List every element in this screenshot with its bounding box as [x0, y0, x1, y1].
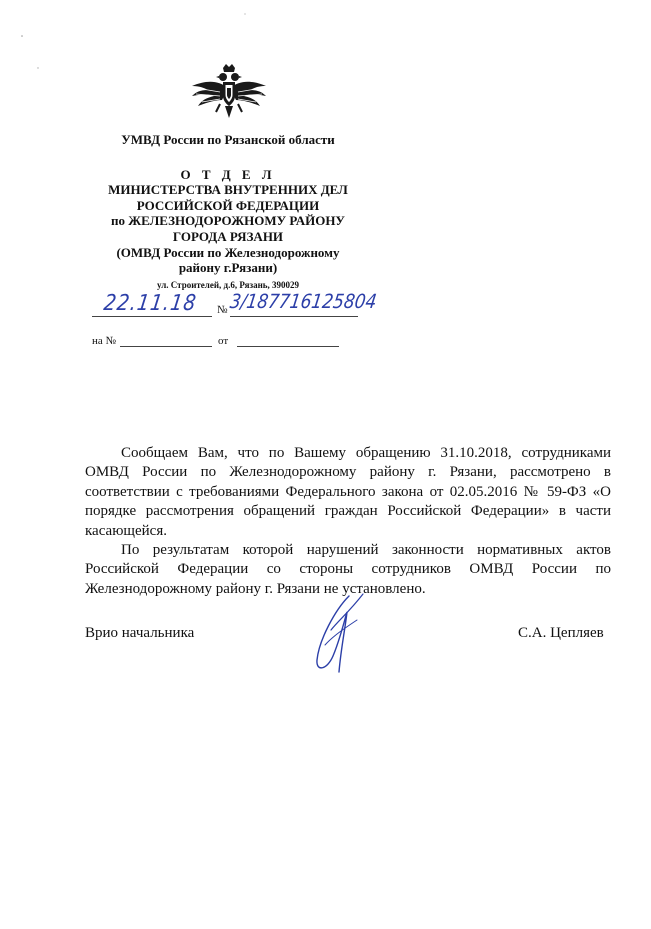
department-address: ул. Строителей, д.6, Рязань, 390029: [156, 279, 300, 290]
signature-icon: [305, 590, 375, 676]
handwritten-date: 22.11.18: [102, 290, 199, 316]
department-line-2: РОССИЙСКОЙ ФЕДЕРАЦИИ: [136, 197, 320, 213]
letter-body: [85, 444, 611, 599]
body-paragraph-2: По результатам которой нарушений законности нормативных актов Российской Федерации со стороны сотрудников ОМВД России по Железнодорожному району г. Рязани не установлено.: [85, 542, 611, 597]
reference-date-blank: [237, 346, 339, 347]
handwritten-number: 3/187716125804: [228, 290, 378, 314]
letterhead: [85, 132, 371, 291]
department-line-3: по ЖЕЛЕЗНОДОРОЖНОМУ РАЙОНУ: [111, 213, 345, 229]
number-label: №: [217, 304, 228, 316]
mvd-emblem-icon: [190, 62, 268, 120]
signer-name: С.А. Цепляев: [518, 625, 604, 641]
date-underline: [92, 316, 212, 317]
department-line-4: ГОРОДА РЯЗАНИ: [172, 228, 284, 244]
department-short-name-1: (ОМВД России по Железнодорожному: [116, 244, 340, 260]
department-short-name-2: району г.Рязани): [178, 260, 278, 276]
body-paragraph-1: Сообщаем Вам, что по Вашему обращению 31.10.2018, сотрудниками ОМВД России по Железнодорожному району г. Рязани, рассмотрено в соответствии с требованиями Федерального закона от 02.05.2016 № 59-ФЗ «О порядке рассмотрения обращений граждан Российской Федерации» в части касающейся.: [85, 445, 611, 539]
reference-date-label: от: [218, 335, 229, 347]
reference-number-blank: [120, 346, 212, 347]
number-underline: [230, 316, 358, 317]
registration-line: [92, 290, 378, 322]
signer-title: Врио начальника: [85, 625, 195, 641]
reference-number-label: на №: [92, 335, 117, 347]
department-heading: О Т Д Е Л: [180, 166, 276, 182]
parent-organization: УМВД России по Рязанской области: [121, 132, 335, 147]
reference-line: [92, 335, 352, 351]
department-line-1: МИНИСТЕРСТВА ВНУТРЕННИХ ДЕЛ: [108, 182, 348, 198]
